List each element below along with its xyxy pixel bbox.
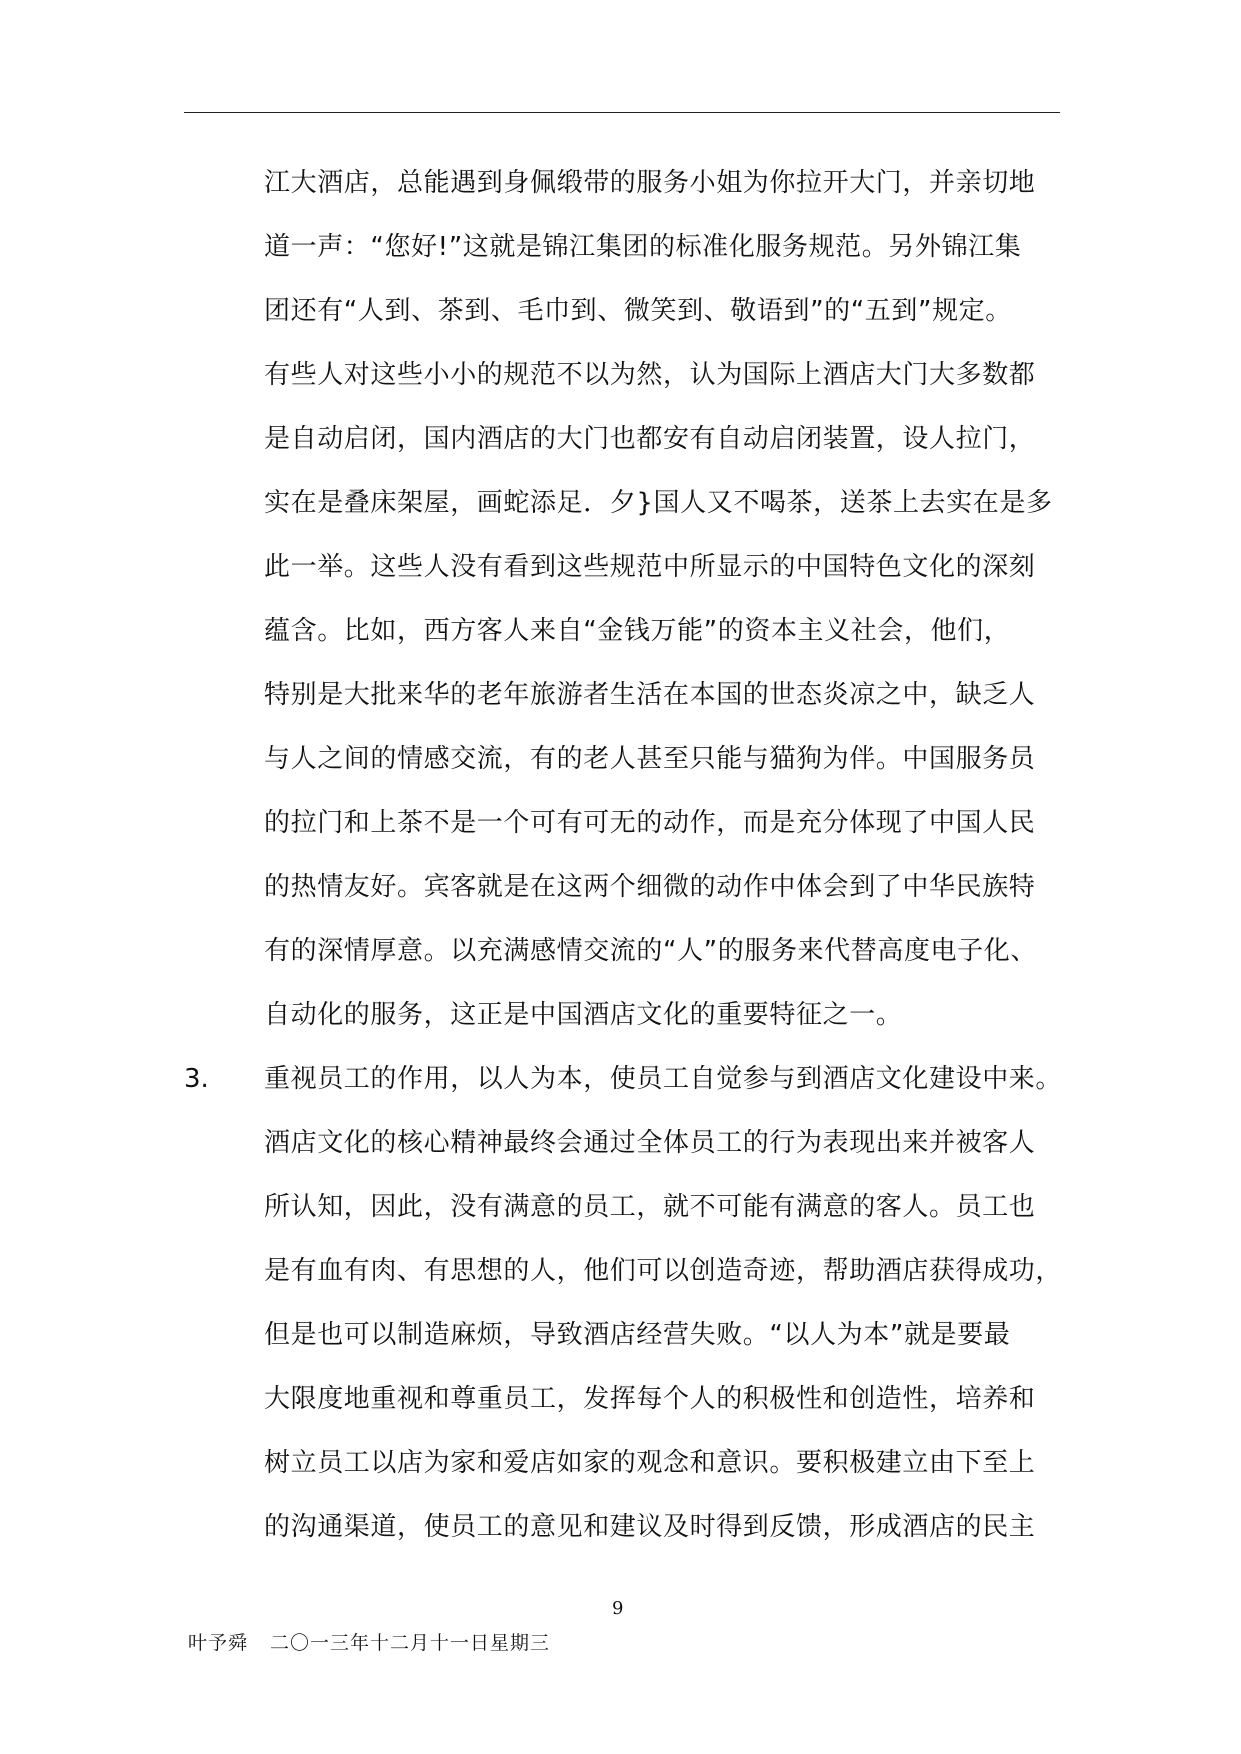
text-line: 是自动启闭，国内酒店的大门也都安有自动启闭装置，设人拉门，: [264, 424, 1036, 454]
text-line: 道一声：“您好!”这就是锦江集团的标准化服务规范。另外锦江集: [264, 232, 1022, 262]
footer: [188, 1628, 572, 1655]
page-number: 9: [612, 1598, 624, 1619]
text-line: 但是也可以制造麻烦，导致酒店经营失败。“以人为本”就是要最: [264, 1320, 1011, 1350]
text-line: 此一举。这些人没有看到这些规范中所显示的中国特色文化的深刻: [264, 552, 1036, 582]
text-line: 酒店文化的核心精神最终会通过全体员工的行为表现出来并被客人: [264, 1128, 1036, 1158]
text-line: 蕴含。比如，西方客人来自“金钱万能”的资本主义社会，他们，: [264, 616, 1011, 646]
footer-date: 二〇一三年十二月十一日星期三: [270, 1632, 551, 1654]
header-rule: [184, 112, 1060, 113]
text-line: 树立员工以店为家和爱店如家的观念和意识。要积极建立由下至上: [264, 1448, 1036, 1478]
text-line: 是有血有肉、有思想的人，他们可以创造奇迹，帮助酒店获得成功，: [264, 1256, 1063, 1286]
text-line: 团还有“人到、茶到、毛巾到、微笑到、敬语到”的“五到”规定。: [264, 296, 1012, 326]
text-line: 所认知，因此，没有满意的员工，就不可能有满意的客人。员工也: [264, 1192, 1036, 1222]
text-line: 的拉门和上茶不是一个可有可无的动作，而是充分体现了中国人民: [264, 808, 1036, 838]
footer-author: 叶予舜: [188, 1632, 249, 1654]
text-line: 的热情友好。宾客就是在这两个细微的动作中体会到了中华民族特: [264, 872, 1036, 902]
list-item-number: 3.: [184, 1064, 209, 1094]
text-line: 大限度地重视和尊重员工，发挥每个人的积极性和创造性，培养和: [264, 1384, 1036, 1414]
text-line: 重视员工的作用，以人为本，使员工自觉参与到酒店文化建设中来。: [264, 1064, 1063, 1094]
text-line: 实在是叠床架屋，画蛇添足．夕}国人又不喝茶，送茶上去实在是多: [264, 488, 1053, 518]
text-line: 自动化的服务，这正是中国酒店文化的重要特征之一。: [264, 1000, 903, 1030]
text-line: 特别是大批来华的老年旅游者生活在本国的世态炎凉之中，缺乏人: [264, 680, 1036, 710]
text-line: 有的深情厚意。以充满感情交流的“人”的服务来代替高度电子化、: [264, 936, 1037, 966]
text-line: 与人之间的情感交流，有的老人甚至只能与猫狗为伴。中国服务员: [264, 744, 1036, 774]
text-line: 的沟通渠道，使员工的意见和建议及时得到反馈，形成酒店的民主: [264, 1512, 1036, 1542]
text-line: 江大酒店，总能遇到身佩缎带的服务小姐为你拉开大门，并亲切地: [264, 168, 1036, 198]
text-line: 有些人对这些小小的规范不以为然，认为国际上酒店大门大多数都: [264, 360, 1036, 390]
